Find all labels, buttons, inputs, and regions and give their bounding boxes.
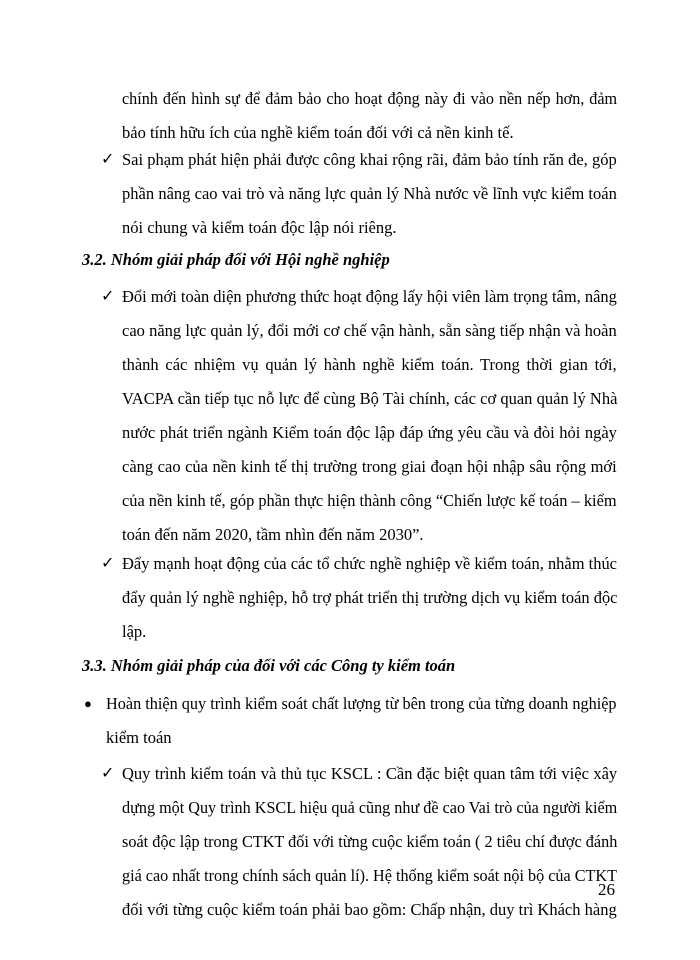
body-text-line: chính đến hình sự để đảm bảo cho hoạt động này đi vào nền nếp hơn, đảm bbox=[122, 89, 618, 108]
body-text-line: lập. bbox=[122, 622, 147, 641]
check-mark-icon: ✓ bbox=[101, 288, 115, 305]
check-mark-icon: ✓ bbox=[101, 555, 115, 572]
body-text-line: VACPA cần tiếp tục nỗ lực để cùng Bộ Tài chính, các cơ quan quản lý Nhà bbox=[122, 389, 618, 408]
round-bullet-icon: ● bbox=[84, 696, 92, 711]
body-text-line: dựng một Quy trình KSCL hiệu quả cũng như đề cao Vai trò của người kiểm bbox=[122, 798, 618, 817]
body-text-line: nước phát triển ngành Kiểm toán độc lập đáp ứng yêu cầu và đòi hỏi ngày bbox=[122, 423, 617, 442]
body-text-line: kiểm toán bbox=[106, 728, 172, 747]
page-number: 26 bbox=[598, 880, 615, 899]
body-text-line: toán đến năm 2020, tầm nhìn đến năm 2030”. bbox=[122, 525, 424, 544]
body-text-line: giá cao nhất trong chính sách quản lí). Hệ thống kiểm soát nội bộ của CTKT bbox=[122, 866, 617, 885]
check-mark-icon: ✓ bbox=[101, 765, 115, 782]
body-text-line: thành các nhiệm vụ quản lý hành nghề kiểm toán. Trong thời gian tới, bbox=[122, 355, 617, 374]
section-heading: 3.2. Nhóm giải pháp đối với Hội nghề nghiệp bbox=[82, 250, 390, 269]
body-text-line: nói chung và kiểm toán độc lập nói riêng. bbox=[122, 218, 397, 237]
body-text-line: Quy trình kiểm toán và thủ tục KSCL : Cần đặc biệt quan tâm tới việc xây bbox=[122, 764, 618, 783]
body-text-line: soát độc lập trong CTKT đối với từng cuộc kiểm toán ( 2 tiêu chí được đánh bbox=[122, 832, 618, 851]
body-text-line: đẩy quản lý nghề nghiệp, hỗ trợ phát triển thị trường dịch vụ kiểm toán độc bbox=[122, 588, 618, 607]
body-text-line: phần nâng cao vai trò và năng lực quản lý Nhà nước về lĩnh vực kiểm toán bbox=[122, 184, 617, 203]
body-text-line: Đẩy mạnh hoạt động của các tổ chức nghề nghiệp về kiểm toán, nhằm thúc bbox=[122, 554, 617, 573]
check-mark-icon: ✓ bbox=[101, 151, 115, 168]
body-text-line: cao năng lực quản lý, đổi mới cơ chế vận hành, sẵn sàng tiếp nhận và hoàn bbox=[122, 321, 617, 340]
body-text-line: càng cao của nền kinh tế thị trường trong giai đoạn hội nhập sâu rộng mới bbox=[122, 457, 617, 476]
body-text-line: Hoàn thiện quy trình kiểm soát chất lượng từ bên trong của từng doanh nghiệp bbox=[106, 694, 617, 713]
section-heading: 3.3. Nhóm giải pháp của đối với các Công ty kiểm toán bbox=[82, 656, 456, 675]
body-text-line: của nền kinh tế, góp phần thực hiện thành công “Chiến lược kế toán – kiểm bbox=[122, 491, 617, 510]
body-text-line: đối với từng cuộc kiểm toán phải bao gồm: Chấp nhận, duy trì Khách hàng bbox=[122, 900, 617, 919]
body-text-line: Đổi mới toàn diện phương thức hoạt động lấy hội viên làm trọng tâm, nâng bbox=[122, 287, 617, 306]
body-text-line: Sai phạm phát hiện phải được công khai rộng rãi, đảm bảo tính răn đe, góp bbox=[122, 150, 617, 169]
body-text-line: bảo tính hữu ích của nghề kiểm toán đối với cả nền kinh tế. bbox=[122, 123, 514, 142]
